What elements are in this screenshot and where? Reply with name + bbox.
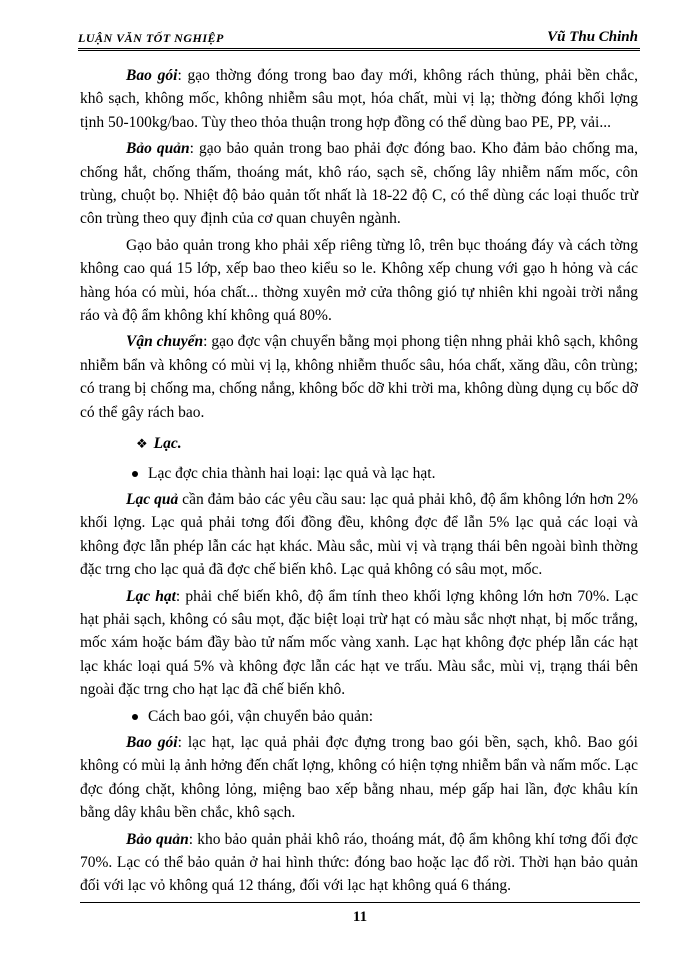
paragraph-rice-transport: [80, 330, 638, 424]
paragraph-text: cần đảm bảo các yêu cầu sau: lạc quả phải khô, độ ẩm không lớn hơn 2% khối lợng. Lạc quả phải tơng đối đồng đều, không đợc để lẫn 5% lạc quả các loại và không đợc lẫn phép lẫn các hạt khác. Màu sắc, mùi vị và trạng thái bên ngoài bình thờng đặc trng cho lạc quả đã đợc chế biến khô. Lạc quả không có sâu mọt, mốc.: [80, 490, 639, 579]
bullet-dot-icon: [132, 471, 138, 477]
page-footer: [80, 902, 640, 925]
paragraph-label: Bảo quản: [126, 830, 189, 848]
paragraph-rice-warehouse: [80, 234, 638, 328]
paragraph-text: : gạo đợc vận chuyển bằng mọi phong tiện nhng phải khô sạch, không nhiễm bẩn và không có mùi vị lạ, không nhiễm thuốc sâu, hóa chất, xăng dầu, côn trùng; có trang bị chống ma, chống nắng, không bốc dỡ khi trời ma, không dùng dụng cụ bốc dỡ có thể gây rách bao.: [80, 333, 638, 421]
paragraph-label: Bảo quản: [126, 140, 190, 158]
bullet-item-peanut-types: [80, 462, 638, 485]
paragraph-peanut-pod: [80, 488, 638, 582]
bullet-text: Lạc đợc chia thành hai loại: lạc quả và lạc hạt.: [148, 464, 436, 482]
paragraph-text: : kho bảo quản phải khô ráo, thoáng mát, độ ẩm không khí tơng đối đợc 70%. Lạc có thể bảo quản ở hai hình thức: đóng bao hoặc lạc đổ rời. Thời hạn bảo quản đối với lạc vỏ không quá 12 tháng, đối với lạc hạt không quá 6 tháng.: [80, 830, 638, 895]
paragraph-label: Lạc quả: [126, 490, 179, 508]
paragraph-peanut-storage: [80, 828, 638, 898]
paragraph-peanut-kernel: [80, 585, 638, 702]
section-heading-peanut: [80, 432, 638, 455]
section-heading-text: Lạc.: [153, 435, 182, 453]
page-number: 11: [352, 909, 368, 925]
header-author: Vũ Thu Chinh: [547, 29, 638, 45]
diamond-bullet-icon: ❖: [136, 436, 148, 452]
paragraph-text: : phải chế biến khô, độ ẩm tính theo khối lợng không lớn hơn 70%. Lạc hạt phải sạch, không có sâu mọt, đặc biệt loại trừ hạt có màu sắc nhợt nhạt, bị mốc trắng, mốc xám hoặc bám đầy bào tử nấm mốc vàng xanh. Lạc hạt không đợc phép lẫn các hạt lạc khác loại quá 5% và không đợc lẫn các hạt ve trấu. Màu sắc, mùi vị, trạng thái bên ngoài đặc trng cho hạt lạc đã chế biến khô.: [80, 587, 638, 699]
paragraph-rice-packaging: [80, 64, 638, 134]
paragraph-label: Bao gói: [126, 733, 178, 751]
paragraph-text: : lạc hạt, lạc quả phải đợc đựng trong bao gói bền, sạch, khô. Bao gói không có mùi lạ ảnh hởng đến chất lợng, không có hiện tợng nhiễm bẩn và nấm mốc. Lạc đợc đóng chặt, không lỏng, miệng bao xếp bằng nhau, mép gấp hai lần, đợc khâu kín bằng dây khâu bền chắc, khô sạch.: [80, 733, 638, 822]
bullet-text: Cách bao gói, vận chuyển bảo quản:: [148, 707, 374, 725]
header-title: LUẬN VĂN TỐT NGHIỆP: [78, 31, 224, 45]
document-body: [80, 64, 638, 901]
paragraph-label: Lạc hạt: [126, 587, 176, 605]
paragraph-text: Gạo bảo quản trong kho phải xếp riêng từng lô, trên bục thoáng đáy và cách tờng không cao quá 15 lớp, xếp bao theo kiểu so le. Không xếp chung với gạo h hỏng và các hàng hóa có mùi, hóa chất... thờng xuyên mở cửa thông gió tự nhiên khi ngoài trời nắng ráo và độ ẩm không khí không quá 80%.: [80, 236, 638, 325]
paragraph-text: : gạo thờng đóng trong bao đay mới, không rách thủng, phải bền chắc, khô sạch, không mốc, không nhiễm sâu mọt, hóa chất, mùi vị lạ; thờng đóng khối lợng tịnh 50-100kg/bao. Tùy theo thỏa thuận trong hợp đồng có thể dùng bao PE, PP, vải...: [80, 67, 638, 131]
paragraph-text: : gạo bảo quản trong bao phải đợc đóng bao. Kho đảm bảo chống ma, chống hắt, chống thấm, thoáng mát, khô ráo, sạch sẽ, chống lây nhiễm nấm mốc, côn trùng, chuột bọ. Nhiệt độ bảo quản tốt nhất là 18-22 độ C, có thể dùng các loại thuốc trừ côn trùng theo quy định của cơ quan chuyên ngành.: [80, 140, 638, 228]
paragraph-rice-storage: [80, 137, 638, 231]
paragraph-peanut-packaging: [80, 731, 638, 825]
page-header: [78, 26, 640, 51]
paragraph-label: Vận chuyển: [126, 333, 204, 351]
bullet-dot-icon: [132, 714, 138, 720]
bullet-item-packaging-method: [80, 705, 638, 728]
paragraph-label: Bao gói: [126, 67, 178, 84]
